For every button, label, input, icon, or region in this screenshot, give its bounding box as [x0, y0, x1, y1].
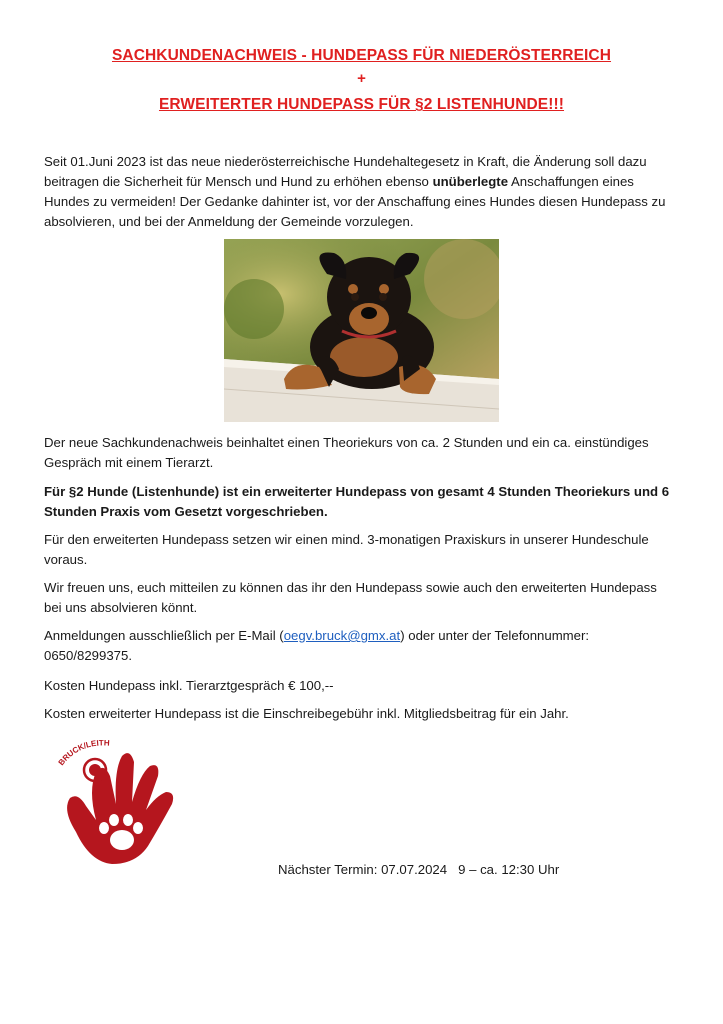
freuen-paragraph: Wir freuen uns, euch mitteilen zu können das ihr den Hundepass sowie auch den erweiterten Hundepass bei uns absolvieren könnt. — [44, 580, 657, 615]
kosten-erweitert: Kosten erweiterter Hundepass ist die Einschreibegebühr inkl. Mitgliedsbeitrag für ein Jahr. — [44, 706, 569, 721]
intro-paragraph — [44, 152, 676, 232]
title-plus: + — [357, 70, 366, 87]
logo-text: BRUCK/LEITH — [56, 740, 110, 768]
anmeldung-text-post: ) oder unter der Telefonnummer: 0650/8299375. — [44, 628, 590, 663]
title-line-2: ERWEITERTER HUNDEPASS FÜR §2 LISTENHUNDE!!! — [158, 96, 565, 113]
title-line-1: SACHKUNDENACHWEIS - HUNDEPASS FÜR NIEDERÖSTERREICH — [111, 47, 612, 64]
theory-paragraph: Der neue Sachkundenachweis beinhaltet einen Theoriekurs von ca. 2 Stunden und ein ca. einstündiges Gespräch mit einem Tierarzt. — [44, 435, 649, 470]
kosten-hundepass: Kosten Hundepass inkl. Tierarztgespräch € 100,-- — [44, 678, 334, 693]
anmeldung-text-pre: Anmeldungen ausschließlich per E-Mail ( — [44, 628, 284, 643]
intro-bold-word: unüberlegte — [432, 174, 509, 189]
email-link[interactable]: oegv.bruck@gmx.at — [283, 628, 401, 643]
intro-text-1: Seit 01.Juni 2023 ist das neue niederösterreichische Hundehaltegesetz in Kraft, die Änderung soll dazu beitragen die Sicherheit für Mensch und Hund zu erhöhen ebenso — [44, 154, 647, 189]
anmeldung-paragraph — [44, 626, 676, 666]
next-date: Nächster Termin: 07.07.2024 9 – ca. 12:30 Uhr — [278, 862, 560, 877]
praxis-paragraph: Für den erweiterten Hundepass setzen wir einen mind. 3-monatigen Praxiskurs in unserer Hundeschule voraus. — [44, 532, 649, 567]
intro-text-2: Anschaffungen eines Hundes zu vermeiden! Der Gedanke dahinter ist, vor der Anschaffung eines Hundes diesen Hundepass zu absolvieren, und bei der Anmeldung der Gemeinde vorzulegen. — [44, 174, 666, 229]
listenhunde-paragraph: Für §2 Hunde (Listenhunde) ist ein erweiterter Hundepass von gesamt 4 Stunden Theoriekurs und 6 Stunden Praxis vom Gesetzt vorgeschrieben. — [44, 484, 670, 519]
club-logo — [56, 740, 182, 866]
puppy-photo — [224, 239, 499, 422]
